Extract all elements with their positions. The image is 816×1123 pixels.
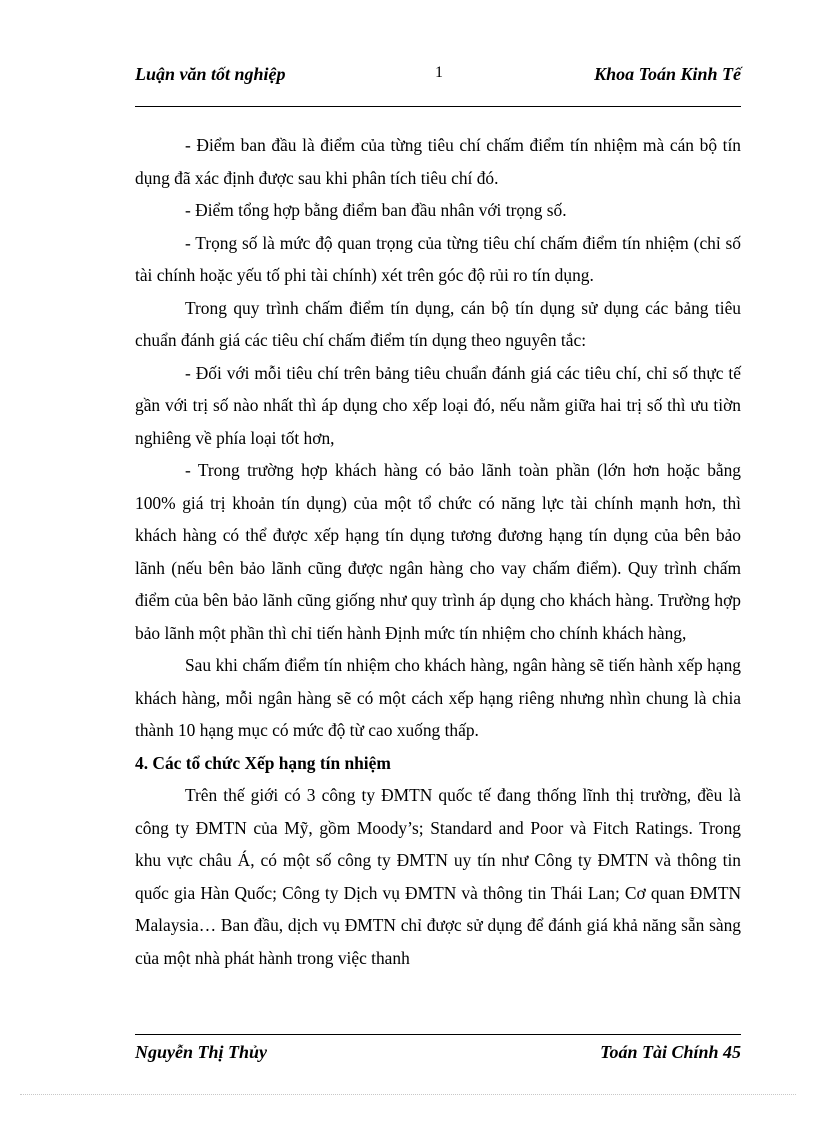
- header-thesis-label: Luận văn tốt nghiệp: [135, 64, 286, 84]
- paragraph: Sau khi chấm điểm tín nhiệm cho khách hàng, ngân hàng sẽ tiến hành xếp hạng khách hàng, mỗi ngân hàng sẽ có một cách xếp hạng riêng nhưng nhìn chung là chia thành 10 hạng mục có mức độ từ cao xuống thấp.: [135, 655, 741, 740]
- footer-class-label: Toán Tài Chính 45: [600, 1042, 741, 1062]
- section-heading: 4. Các tổ chức Xếp hạng tín nhiệm: [135, 752, 391, 773]
- paragraph: - Trọng số là mức độ quan trọng của từng tiêu chí chấm điểm tín nhiệm (chỉ số tài chính hoặc yếu tố phi tài chính) xét trên góc độ rủi ro tín dụng.: [135, 232, 741, 285]
- header-divider: [135, 106, 741, 107]
- paragraph: - Điểm ban đầu là điểm của từng tiêu chí chấm điểm tín nhiệm mà cán bộ tín dụng đã xác định được sau khi phân tích tiêu chí đó.: [135, 135, 741, 188]
- document-body: [135, 129, 741, 974]
- header-faculty-label: Khoa Toán Kinh Tế: [594, 64, 741, 84]
- paragraph: Trong quy trình chấm điểm tín dụng, cán bộ tín dụng sử dụng các bảng tiêu chuẩn đánh giá các tiêu chí chấm điểm tín dụng theo nguyên tắc:: [135, 297, 741, 350]
- page-header: [135, 64, 741, 90]
- page-edge-divider: [20, 1094, 796, 1095]
- page-footer: [135, 1042, 741, 1068]
- footer-author-name: Nguyễn Thị Thủy: [135, 1042, 268, 1062]
- page-number: 1: [435, 64, 443, 81]
- paragraph: Trên thế giới có 3 công ty ĐMTN quốc tế đang thống lĩnh thị trường, đều là công ty ĐMTN của Mỹ, gồm Moody’s; Standard and Poor và Fitch Ratings. Trong khu vực châu Á, có một số công ty ĐMTN uy tín như Công ty ĐMTN và thông tin quốc gia Hàn Quốc; Công ty Dịch vụ ĐMTN và thông tin Thái Lan; Cơ quan ĐMTN Malaysia… Ban đầu, dịch vụ ĐMTN chỉ được sử dụng để đánh giá khả năng sẵn sàng của một nhà phát hành trong việc thanh: [135, 785, 741, 968]
- footer-divider: [135, 1034, 741, 1035]
- paragraph: - Điểm tổng hợp bằng điểm ban đầu nhân với trọng số.: [185, 200, 567, 220]
- paragraph: - Trong trường hợp khách hàng có bảo lãnh toàn phần (lớn hơn hoặc bằng 100% giá trị khoản tín dụng) của một tổ chức có năng lực tài chính mạnh hơn, thì khách hàng có thể được xếp hạng tín dụng tương đương hạng tín dụng của bên bảo lãnh (nếu bên bảo lãnh cũng được ngân hàng cho vay chấm điểm). Quy trình chấm điểm của bên bảo lãnh cũng giống như quy trình áp dụng cho khách hàng. Trường hợp bảo lãnh một phần thì chỉ tiến hành Định mức tín nhiệm cho chính khách hàng,: [135, 460, 741, 643]
- paragraph: - Đối với mỗi tiêu chí trên bảng tiêu chuẩn đánh giá các tiêu chí, chỉ số thực tế gần với trị số nào nhất thì áp dụng cho xếp loại đó, nếu nằm giữa hai trị số thì ưu tiờn nghiêng về phía loại tốt hơn,: [135, 362, 741, 448]
